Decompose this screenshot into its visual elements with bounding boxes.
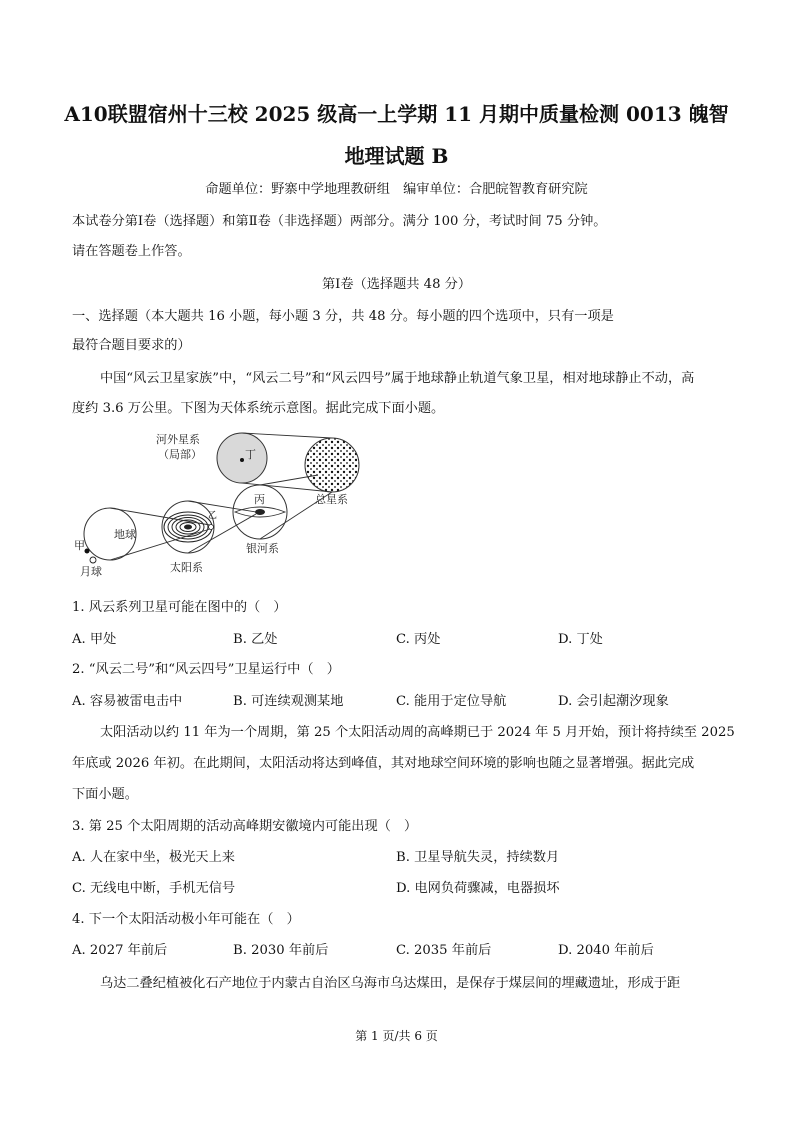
authors-line: 命题单位：野寨中学地理教研组 编审单位：合肥皖智教育研究院 [205, 182, 588, 197]
passage2-line1: 太阳活动以约 11 年为一个周期，第 25 个太阳活动周的高峰期已于 2024 年 5 月开始，预计将持续至 2025 [100, 725, 735, 740]
q3-option-a: A. 人在家中坐，极光天上来 [72, 850, 235, 865]
question-1-stem: 1. 风云系列卫星可能在图中的（ ） [72, 600, 287, 615]
section-heading-line1: 一、选择题（本大题共 16 小题，每小题 3 分，共 48 分。每小题的四个选项中，只有一项是 [72, 309, 614, 324]
exam-title-line1: A10联盟宿州十三校 2025 级高一上学期 11 月期中质量检测 0013 魄智 [64, 102, 729, 126]
section-heading-line2: 最符合题目要求的） [72, 338, 191, 353]
question-2-stem: 2. “风云二号”和“风云四号”卫星运行中（ ） [72, 662, 340, 677]
ding-point [240, 458, 244, 462]
jia-point [85, 549, 90, 554]
q1-option-a: A. 甲处 [72, 632, 117, 647]
q2-option-d: D. 会引起潮汐现象 [558, 694, 669, 709]
q1-option-d: D. 丁处 [558, 632, 603, 647]
label-ding: 丁 [245, 448, 256, 461]
passage2-line3: 下面小题。 [72, 787, 138, 802]
q4-option-c: C. 2035 年前后 [396, 943, 492, 958]
moon-point [90, 557, 96, 563]
q1-option-c: C. 丙处 [396, 632, 441, 647]
q4-option-d: D. 2040 年前后 [558, 943, 654, 958]
q3-option-d: D. 电网负荷骤减，电器损坏 [396, 881, 560, 896]
label-yi: 乙 [208, 511, 218, 521]
q3-option-b: B. 卫星导航失灵，持续数月 [396, 850, 560, 865]
q2-option-b: B. 可连续观测某地 [233, 694, 344, 709]
intro-line2: 请在答题卷上作答。 [72, 244, 191, 259]
label-jia: 甲 [74, 539, 85, 552]
label-other-galaxy: 河外星系 [156, 433, 200, 446]
q4-option-a: A. 2027 年前后 [72, 943, 168, 958]
q4-option-b: B. 2030 年前后 [233, 943, 329, 958]
label-moon: 月球 [80, 565, 102, 578]
label-milky-way: 银河系 [246, 542, 279, 555]
question-4-stem: 4. 下一个太阳活动极小年可能在（ ） [72, 912, 300, 927]
passage1-line2: 度约 3.6 万公里。下图为天体系统示意图。据此完成下面小题。 [72, 401, 445, 416]
page-footer: 第 1 页/共 6 页 [355, 1029, 438, 1043]
q2-option-a: A. 容易被雷电击中 [72, 694, 183, 709]
label-solar-system: 太阳系 [170, 561, 203, 574]
question-3-stem: 3. 第 25 个太阳周期的活动高峰期安徽境内可能出现（ ） [72, 819, 418, 834]
label-earth: 地球 [114, 528, 136, 541]
passage3-line1: 乌达二叠纪植被化石产地位于内蒙古自治区乌海市乌达煤田，是保存于煤层间的埋藏遗址，形成于距 [100, 976, 681, 991]
q2-option-c: C. 能用于定位导航 [396, 694, 507, 709]
label-partial: （局部） [158, 448, 202, 461]
q1-option-b: B. 乙处 [233, 632, 278, 647]
passage1-line1: 中国“风云卫星家族”中，“风云二号”和“风云四号”属于地球静止轨道气象卫星，相对地球静止不动，高 [100, 371, 695, 386]
celestial-system-diagram [60, 428, 380, 583]
passage2-line2: 年底或 2026 年初。在此期间，太阳活动将达到峰值，其对地球空间环境的影响也随之显著增强。据此完成 [72, 756, 695, 771]
section-title: 第Ⅰ卷（选择题共 48 分） [321, 277, 472, 292]
intro-line1: 本试卷分第Ⅰ卷（选择题）和第Ⅱ卷（非选择题）两部分。满分 100 分，考试时间 75 分钟。 [72, 214, 607, 229]
total-system-circle [305, 438, 359, 492]
q3-option-c: C. 无线电中断，手机无信号 [72, 881, 236, 896]
label-total-system: 总星系 [315, 493, 348, 506]
label-bing: 丙 [254, 493, 265, 506]
exam-title-line2: 地理试题 B [344, 144, 449, 168]
